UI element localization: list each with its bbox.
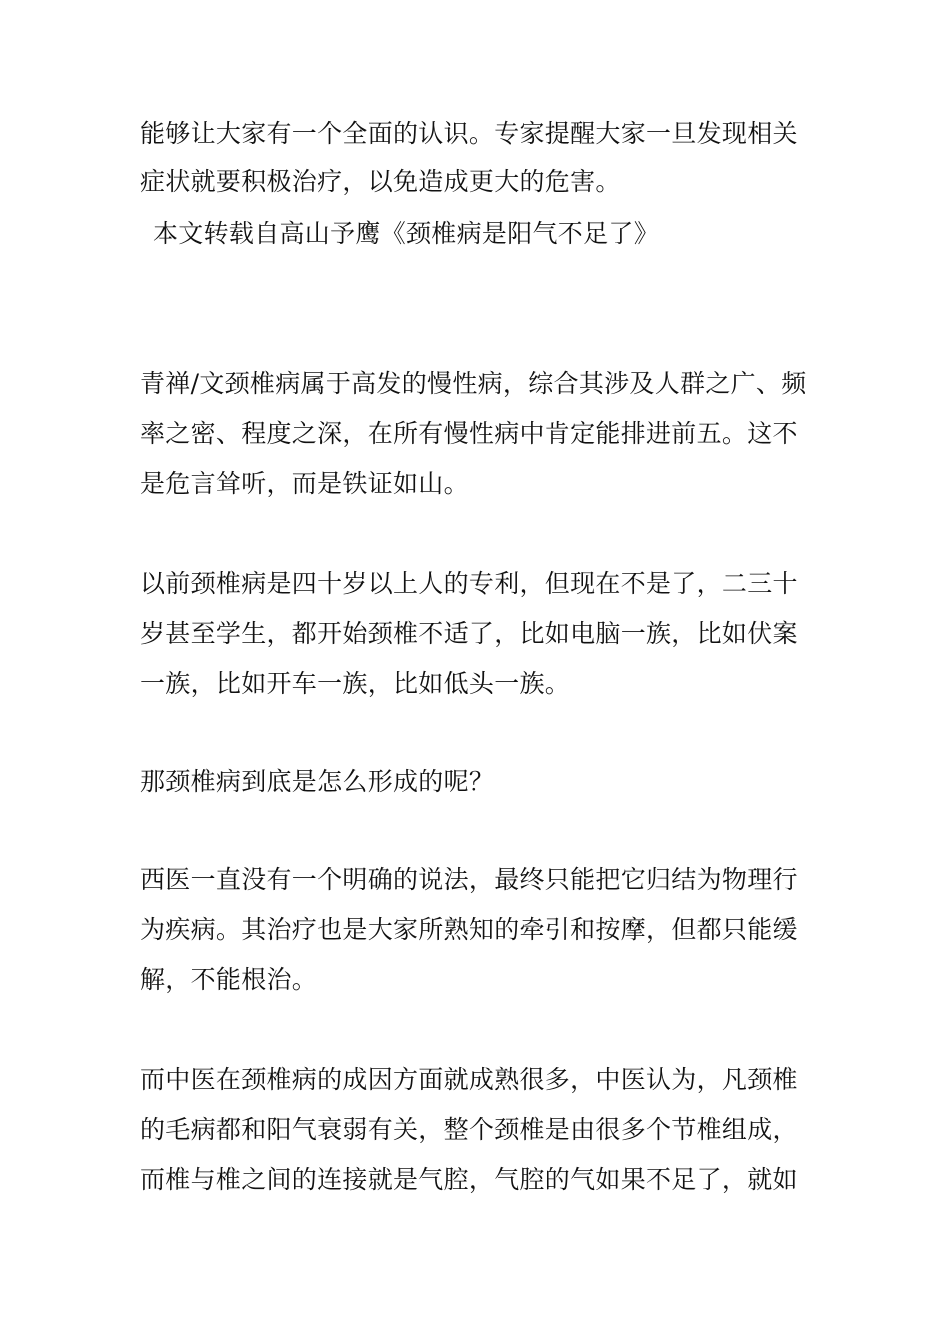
paragraph-4-line-1: 西医一直没有一个明确的说法，最终只能把它归结为物理行 (140, 865, 798, 894)
paragraph-2-line-3: 一族，比如开车一族，比如低头一族。 (140, 669, 571, 698)
paragraph-5-line-2: 的毛病都和阳气衰弱有关，整个颈椎是由很多个节椎组成， (140, 1115, 798, 1144)
paragraph-5-line-3: 而椎与椎之间的连接就是气腔，气腔的气如果不足了，就如 (140, 1165, 798, 1194)
source-attribution: 本文转载自高山予鹰《颈椎病是阳气不足了》 (153, 219, 660, 248)
paragraph-3-line-1: 那颈椎病到底是怎么形成的呢？ (140, 767, 495, 796)
paragraph-4-line-3: 解，不能根治。 (140, 965, 318, 994)
paragraph-1-line-2: 率之密、程度之深，在所有慢性病中肯定能排进前五。这不 (140, 419, 798, 448)
paragraph-4-line-2: 为疾病。其治疗也是大家所熟知的牵引和按摩，但都只能缓 (140, 915, 798, 944)
intro-line-1: 能够让大家有一个全面的认识。专家提醒大家一旦发现相关 (140, 119, 798, 148)
paragraph-5-line-1: 而中医在颈椎病的成因方面就成熟很多，中医认为，凡颈椎 (140, 1065, 798, 1094)
paragraph-1-line-3: 是危言耸听，而是铁证如山。 (140, 469, 469, 498)
paragraph-2-line-2: 岁甚至学生，都开始颈椎不适了，比如电脑一族，比如伏案 (140, 619, 798, 648)
paragraph-2-line-1: 以前颈椎病是四十岁以上人的专利，但现在不是了，二三十 (140, 569, 798, 598)
paragraph-1-line-1: 青禅/文颈椎病属于高发的慢性病，综合其涉及人群之广、频 (140, 369, 807, 398)
intro-line-2: 症状就要积极治疗，以免造成更大的危害。 (140, 167, 621, 196)
